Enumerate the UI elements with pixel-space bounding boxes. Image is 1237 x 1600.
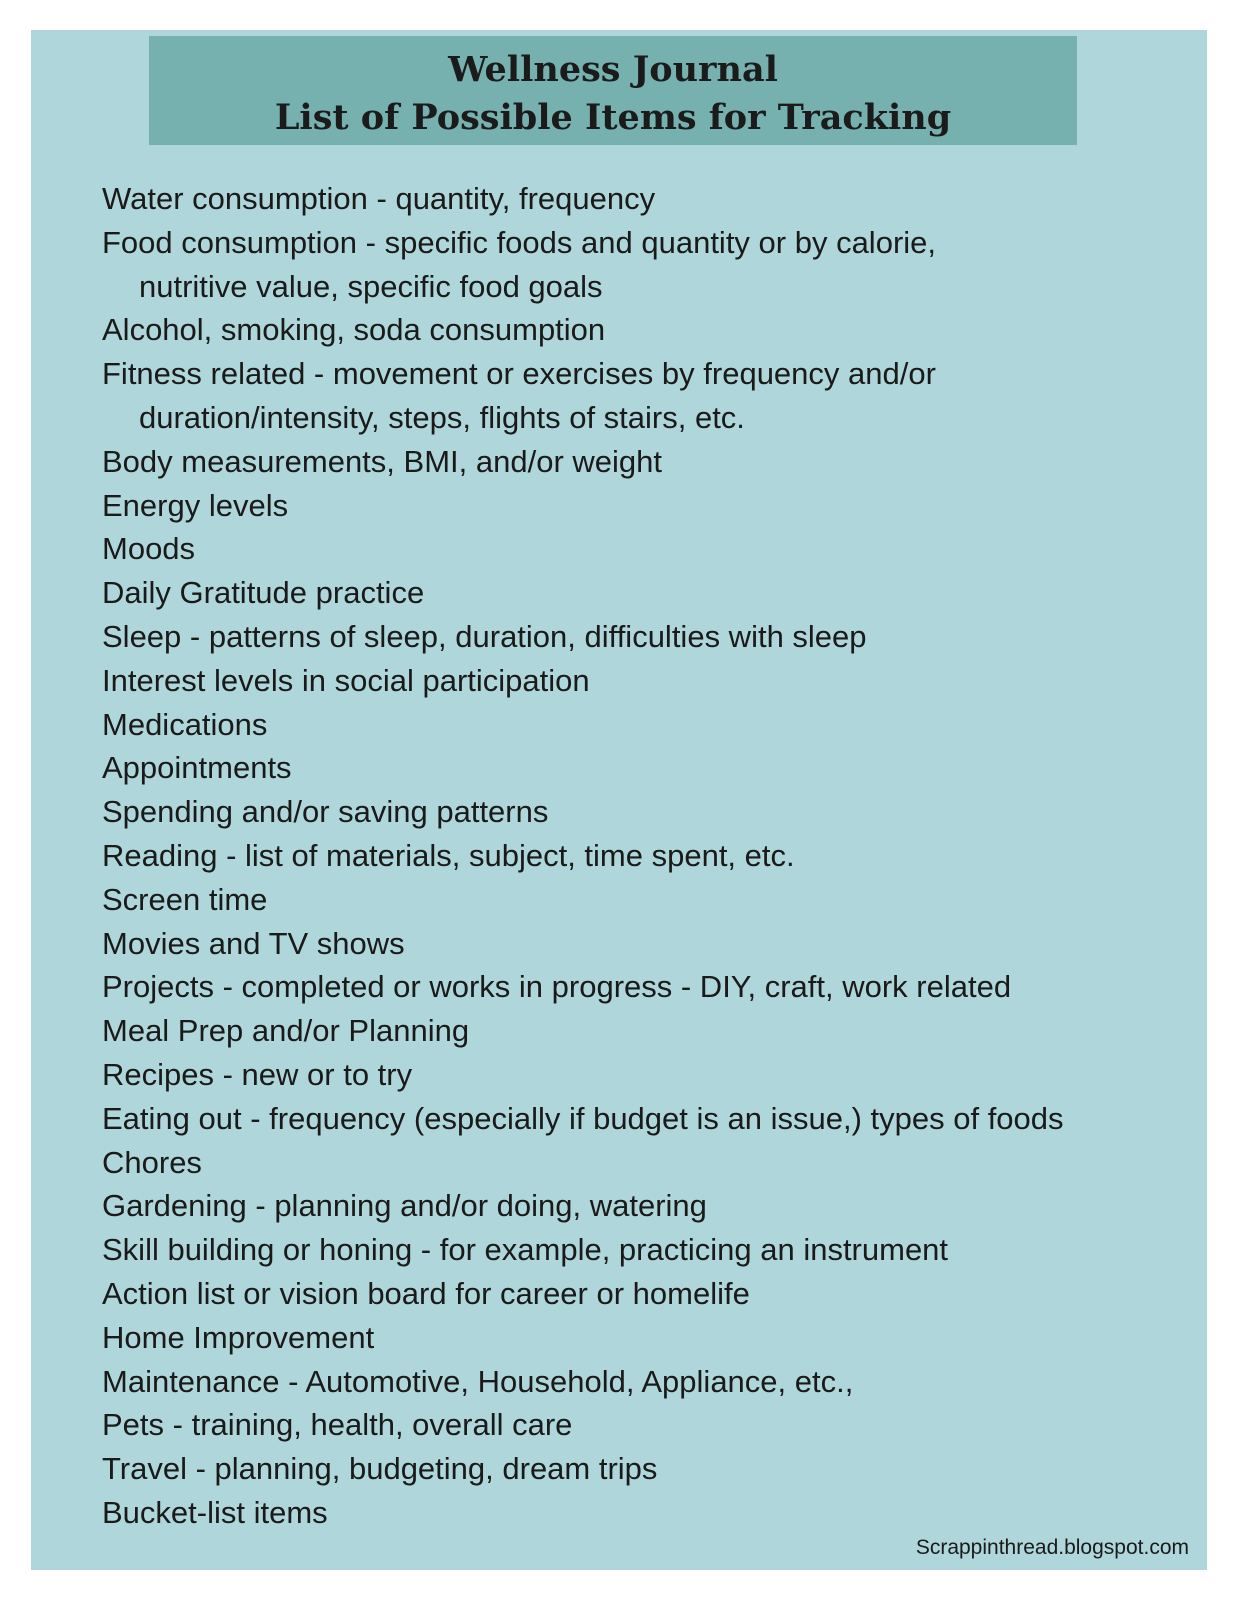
list-item [102,1184,1192,1228]
list-item [102,1403,1192,1447]
list-item [102,571,1192,615]
list-item-text: Alcohol, smoking, soda consumption [102,312,606,348]
list-item-text: Medications [102,706,268,742]
list-item-text: Reading - list of materials, subject, time spent, etc. [102,837,795,873]
list-item-text: Appointments [102,750,292,786]
list-item-text: Travel - planning, budgeting, dream trips [102,1451,658,1487]
list-item [102,1053,1192,1097]
list-item-text: Fitness related - movement or exercises by frequency and/or [102,356,936,392]
list-item [102,440,1192,484]
list-item-continuation: duration/intensity, steps, flights of stairs, etc. [139,399,745,435]
list-item-text: Projects - completed or works in progress - DIY, craft, work related [102,969,1012,1005]
list-item-text: Skill building or honing - for example, practicing an instrument [102,1232,949,1268]
list-item-text: Food consumption - specific foods and quantity or by calorie, [102,224,937,260]
list-item [102,615,1192,659]
list-item-text: Water consumption - quantity, frequency [102,181,656,216]
list-item-text: Chores [102,1144,202,1180]
list-item [102,1097,1192,1141]
journal-page [31,30,1207,1570]
list-item [102,922,1192,966]
source-credit: Scrappinthread.blogspot.com [915,1536,1189,1559]
list-item [102,221,1192,309]
list-item [102,1316,1192,1360]
list-item [102,1360,1192,1404]
list-item [102,1228,1192,1272]
list-item [102,834,1192,878]
list-item-text: Bucket-list items [102,1494,328,1530]
list-item [102,1009,1192,1053]
list-item [102,308,1192,352]
list-item-text: Pets - training, health, overall care [102,1407,573,1443]
list-item [102,484,1192,528]
list-item-text: Recipes - new or to try [102,1056,413,1092]
list-item [102,659,1192,703]
list-item [102,790,1192,834]
tracking-item-list [102,177,1192,1535]
list-item [102,703,1192,747]
list-item-text: Home Improvement [102,1319,375,1355]
list-item-text: Meal Prep and/or Planning [102,1013,470,1049]
list-item-text: Interest levels in social participation [102,662,590,698]
list-item [102,177,1192,221]
list-item-text: Daily Gratitude practice [102,575,425,611]
list-item-text: Sleep - patterns of sleep, duration, difficulties with sleep [102,618,867,654]
list-item-text: Maintenance - Automotive, Household, Appliance, etc., [102,1363,854,1399]
list-item [102,1491,1192,1535]
list-item [102,352,1192,440]
list-item [102,746,1192,790]
list-item-text: Moods [102,531,196,567]
list-item-text: Eating out - frequency (especially if budget is an issue,) types of foods [102,1100,1064,1136]
list-item-text: Screen time [102,881,268,917]
list-item-text: Movies and TV shows [102,925,405,961]
list-item-text: Energy levels [102,487,289,523]
list-item [102,1141,1192,1185]
list-item [102,878,1192,922]
title-banner [149,36,1077,145]
list-item-text: Spending and/or saving patterns [102,794,549,830]
list-item-text: Gardening - planning and/or doing, watering [102,1188,707,1224]
page-subtitle: List of Possible Items for Tracking [274,97,952,138]
list-item [102,527,1192,571]
list-item-continuation: nutritive value, specific food goals [139,268,603,304]
list-item [102,1447,1192,1491]
list-item-text: Body measurements, BMI, and/or weight [102,443,662,479]
list-item-text: Action list or vision board for career or homelife [102,1275,750,1311]
page-title: Wellness Journal [448,49,778,90]
list-item [102,1272,1192,1316]
list-item [102,965,1192,1009]
